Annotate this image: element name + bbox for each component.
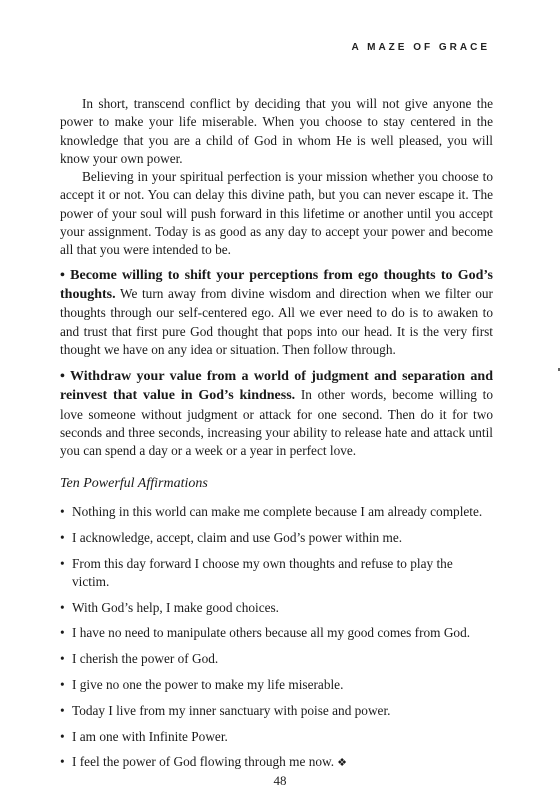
list-item-text: From this day forward I choose my own thoughts and refuse to play the victim.	[72, 555, 453, 589]
running-header: A MAZE OF GRACE	[351, 42, 490, 53]
section-heading: Ten Powerful Affirmations	[60, 475, 208, 491]
bullet-icon: •	[60, 651, 65, 667]
list-item-text: I give no one the power to make my life miserable.	[72, 677, 344, 693]
paragraph: Believing in your spiritual perfection is your mission whether you choose to accept it or not. You can delay this divine path, but you can never escape it. The power of your soul will push forward in this lifetime or another until you accept your assignment. Today is as good as any day to accept your power and become all that you were intended to be.	[60, 169, 493, 258]
bullet-icon: •	[60, 555, 65, 571]
bullet-icon: •	[60, 754, 65, 770]
list-item	[60, 624, 493, 642]
bullet-icon: •	[60, 503, 65, 519]
list-item-text: I feel the power of God flowing through me now.	[72, 754, 335, 770]
bullet-body-text: We turn away from divine wisdom and direction when we filter our thoughts through our self-centered ego. All we ever need to do is to awaken to and trust that first pure God thought that pops into our head. It is the very first thought we have on any idea or situation. Then follow through.	[60, 285, 493, 357]
list-item	[60, 599, 493, 617]
list-item	[60, 503, 493, 521]
bullet-lead-text: • Withdraw your value from a world of judgment and separation and reinvest that value in God’s kindness.	[60, 369, 493, 404]
bullet-body-text: In other words, become willing to love someone without judgment or attack for one second. Then do it for two seconds and three seconds, increasing your ability to release hate and attack until you can spend a day or a week or a year in perfect love.	[60, 387, 493, 459]
bullet-paragraph	[60, 367, 493, 460]
list-item	[60, 650, 493, 668]
bullet-icon: •	[60, 728, 65, 744]
page-body	[60, 95, 493, 780]
list-item-text: I cherish the power of God.	[72, 651, 219, 667]
list-item-text: I have no need to manipulate others because all my good comes from God.	[72, 625, 471, 641]
list-item	[60, 753, 493, 772]
end-ornament-icon: ❖	[337, 757, 347, 770]
list-item	[60, 529, 493, 547]
list-item	[60, 728, 493, 746]
page-number: 48	[273, 773, 287, 788]
bullet-paragraph	[60, 266, 493, 359]
list-item-text: I am one with Infinite Power.	[72, 728, 228, 744]
list-item	[60, 676, 493, 694]
list-item-text: Today I live from my inner sanctuary with poise and power.	[72, 702, 391, 718]
list-item	[60, 555, 493, 592]
list-item	[60, 702, 493, 720]
paragraph: In short, transcend conflict by deciding that you will not give anyone the power to make your life miserable. When you choose to stay centered in the knowledge that you are a child of God in whom He is well pleased, you will know your own power.	[60, 96, 493, 166]
bullet-icon: •	[60, 529, 65, 545]
list-item-text: Nothing in this world can make me complete because I am already complete.	[72, 503, 483, 519]
bullet-icon: •	[60, 702, 65, 718]
bullet-icon: •	[60, 599, 65, 615]
bullet-icon: •	[60, 625, 65, 641]
bullet-icon: •	[60, 677, 65, 693]
list-item-text: I acknowledge, accept, claim and use God’s power within me.	[72, 529, 403, 545]
bullet-lead-text: • Become willing to shift your perceptions from ego thoughts to God’s thoughts.	[60, 267, 493, 302]
affirmations-list	[60, 503, 493, 773]
list-item-text: With God’s help, I make good choices.	[72, 599, 279, 615]
